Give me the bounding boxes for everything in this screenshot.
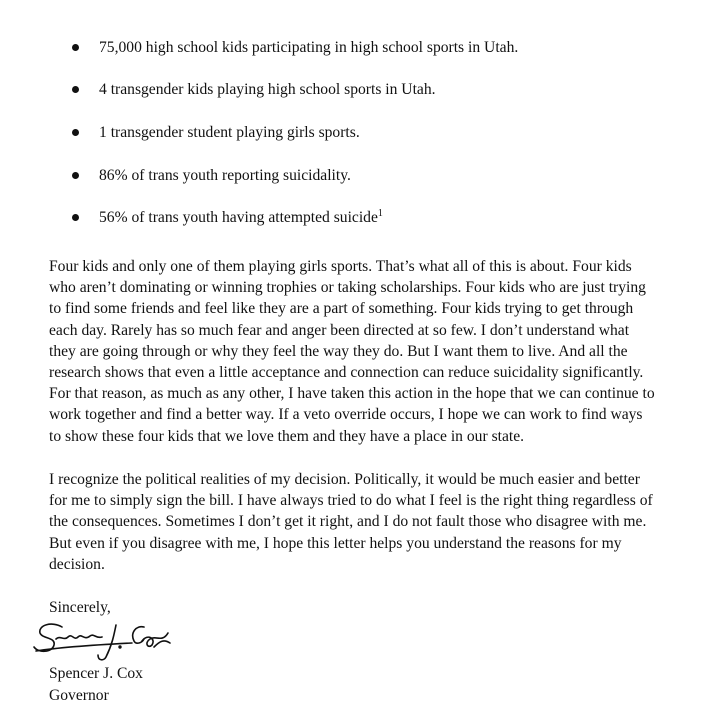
bullet-icon	[72, 172, 79, 179]
footnote-marker: 1	[377, 208, 383, 219]
bullet-icon	[72, 129, 79, 136]
signer-title: Governor	[49, 687, 109, 704]
bullet-icon	[72, 214, 79, 221]
list-item-text: 56% of trans youth having attempted suicide	[99, 209, 378, 226]
handwritten-signature	[32, 617, 172, 665]
paragraph-four-kids: Four kids and only one of them playing girls sports. That’s what all of this is about. Four kids who aren’t dominating or winning trophies or taking scholarships. Four kids who are just trying to find some friends and feel like they are a part of something. Four kids trying to get through each day. Rarely has so much fear and anger been directed at so few. I don’t understand what they are going through or why they feel the way they do. But I want them to live. And all the research shows that even a little acceptance and connection can reduce suicidality significantly. For that reason, as much as any other, I have taken this action in the hope that we can continue to work together and find a better way. If a veto override occurs, I hope we can work to find ways to show these four kids that we love them and they have a place in our state.	[49, 258, 655, 445]
salutation: Sincerely,	[49, 599, 111, 616]
bullet-icon	[72, 86, 79, 93]
paragraph-political-realities: I recognize the political realities of my decision. Politically, it would be much easier and better for me to simply sign the bill. I have always tried to do what I feel is the right thing regardless of the consequences. Sometimes I don’t get it right, and I do not fault those who disagree with me. But even if you disagree with me, I hope this letter helps you understand the reasons for my decision.	[49, 471, 653, 573]
signer-name: Spencer J. Cox	[49, 665, 143, 682]
bullet-icon	[72, 44, 79, 51]
letter-page: 75,000 high school kids participating in high school sports in Utah. 4 transgender kids playing high school sports in Utah. 1 transgender student playing girls sports. 86% of trans youth reporting suicidality. 56% of trans youth having attempted suicide$^1$ Four kids and only one of them playing girls sports. That’s what all of this is about. Four kids who aren’t dominating or winning trophies or taking scholarships. Four kids who are just trying to find some friends and feel like they are a part of something. Four kids trying to get through each day. Rarely has so much fear and anger been directed at so few. I don’t understand what they are going through or why they feel the way they do. But I want them to live. And all the research shows that even a little acceptance and connection can reduce suicidality significantly. For that reason, as much as any other, I have taken this action in the hope that we can continue to work together and find a better way. If a veto override occurs, I hope we can work to find ways to show these four kids that we love them and they have a place in our state. I recognize the political realities of my decision. Politically, it would be much easier and better for me to simply sign the bill. I have always tried to do what I feel is the right thing regardless of the consequences. Sometimes I don’t get it right, and I do not fault those who disagree with me. But even if you disagree with me, I hope this letter helps you understand the reasons for my decision. Sincerely, Spencer J. Cox Governor	[0, 0, 723, 720]
